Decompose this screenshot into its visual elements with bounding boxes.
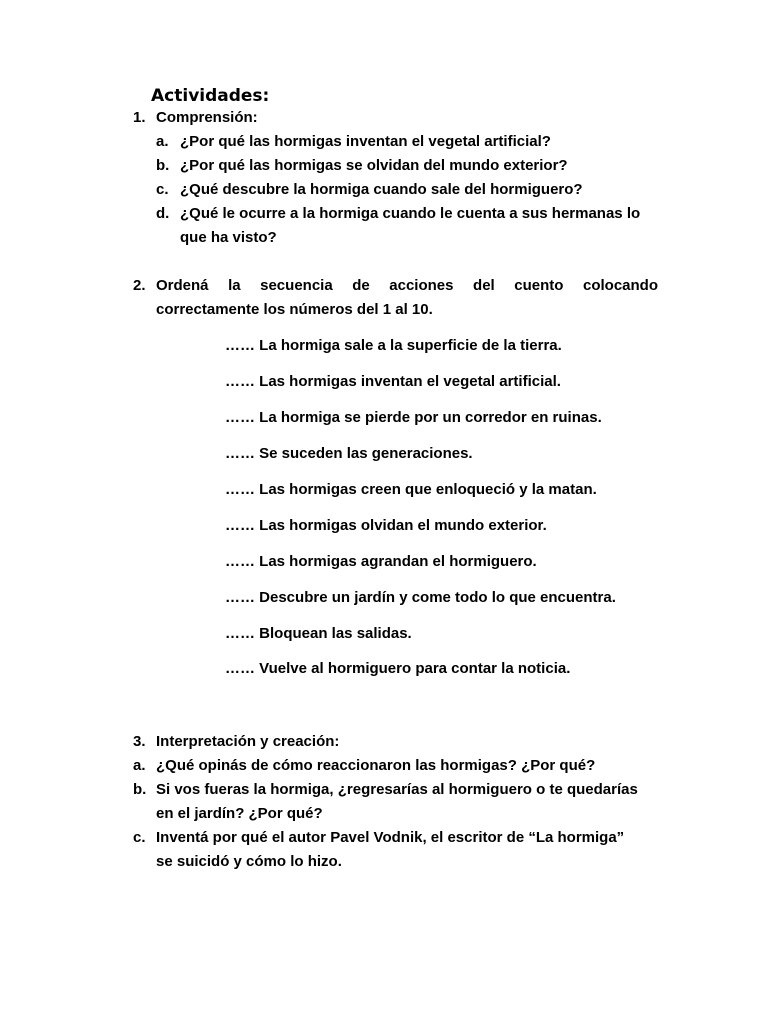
section-3-item-b: Si vos fueras la hormiga, ¿regresarías al hormiguero o te quedarías: [156, 781, 638, 798]
section-2-number: 2.: [133, 277, 146, 294]
section-1-item-d-marker: d.: [156, 205, 170, 222]
section-3-item-a: ¿Qué opinás de cómo reaccionaron las hormigas? ¿Por qué?: [156, 757, 596, 774]
section-1-item-d-continued: que ha visto?: [180, 229, 277, 246]
sequence-item: …… Descubre un jardín y come todo lo que encuentra.: [225, 589, 616, 606]
section-3-item-c: Inventá por qué el autor Pavel Vodnik, el escritor de “La hormiga”: [156, 829, 625, 846]
sequence-item: …… La hormiga se pierde por un corredor en ruinas.: [225, 409, 602, 426]
section-3-item-c-continued: se suicidó y cómo lo hizo.: [156, 853, 342, 870]
sequence-item: …… Se suceden las generaciones.: [225, 445, 473, 462]
section-3-number: 3.: [133, 733, 146, 750]
section-1-item-a: ¿Por qué las hormigas inventan el vegetal artificial?: [180, 133, 551, 150]
section-1-item-a-marker: a.: [156, 133, 169, 150]
sequence-item: …… Las hormigas agrandan el hormiguero.: [225, 553, 537, 570]
section-3-heading: Interpretación y creación:: [156, 733, 340, 750]
section-3-item-c-marker: c.: [133, 829, 146, 846]
section-1-item-b: ¿Por qué las hormigas se olvidan del mundo exterior?: [180, 157, 568, 174]
section-1-item-b-marker: b.: [156, 157, 170, 174]
section-1-heading: Comprensión:: [156, 109, 258, 126]
section-3-item-b-continued: en el jardín? ¿Por qué?: [156, 805, 323, 822]
sequence-item: …… Vuelve al hormiguero para contar la noticia.: [225, 660, 571, 677]
sequence-item: …… Las hormigas olvidan el mundo exterior.: [225, 517, 547, 534]
sequence-item: …… La hormiga sale a la superficie de la tierra.: [225, 337, 562, 354]
section-1-item-c: ¿Qué descubre la hormiga cuando sale del hormiguero?: [180, 181, 583, 198]
page-title: Actividades:: [151, 86, 270, 106]
section-1-item-c-marker: c.: [156, 181, 169, 198]
section-3-item-b-marker: b.: [133, 781, 147, 798]
section-2-instruction-line-1: Ordená la secuencia de acciones del cuento colocando: [156, 277, 658, 294]
sequence-item: …… Las hormigas inventan el vegetal artificial.: [225, 373, 561, 390]
section-2-instruction-line-2: correctamente los números del 1 al 10.: [156, 301, 433, 318]
section-3-item-a-marker: a.: [133, 757, 146, 774]
section-1-item-d: ¿Qué le ocurre a la hormiga cuando le cuenta a sus hermanas lo: [180, 205, 641, 222]
section-1-number: 1.: [133, 109, 146, 126]
sequence-item: …… Bloquean las salidas.: [225, 625, 412, 642]
sequence-item: …… Las hormigas creen que enloqueció y la matan.: [225, 481, 597, 498]
